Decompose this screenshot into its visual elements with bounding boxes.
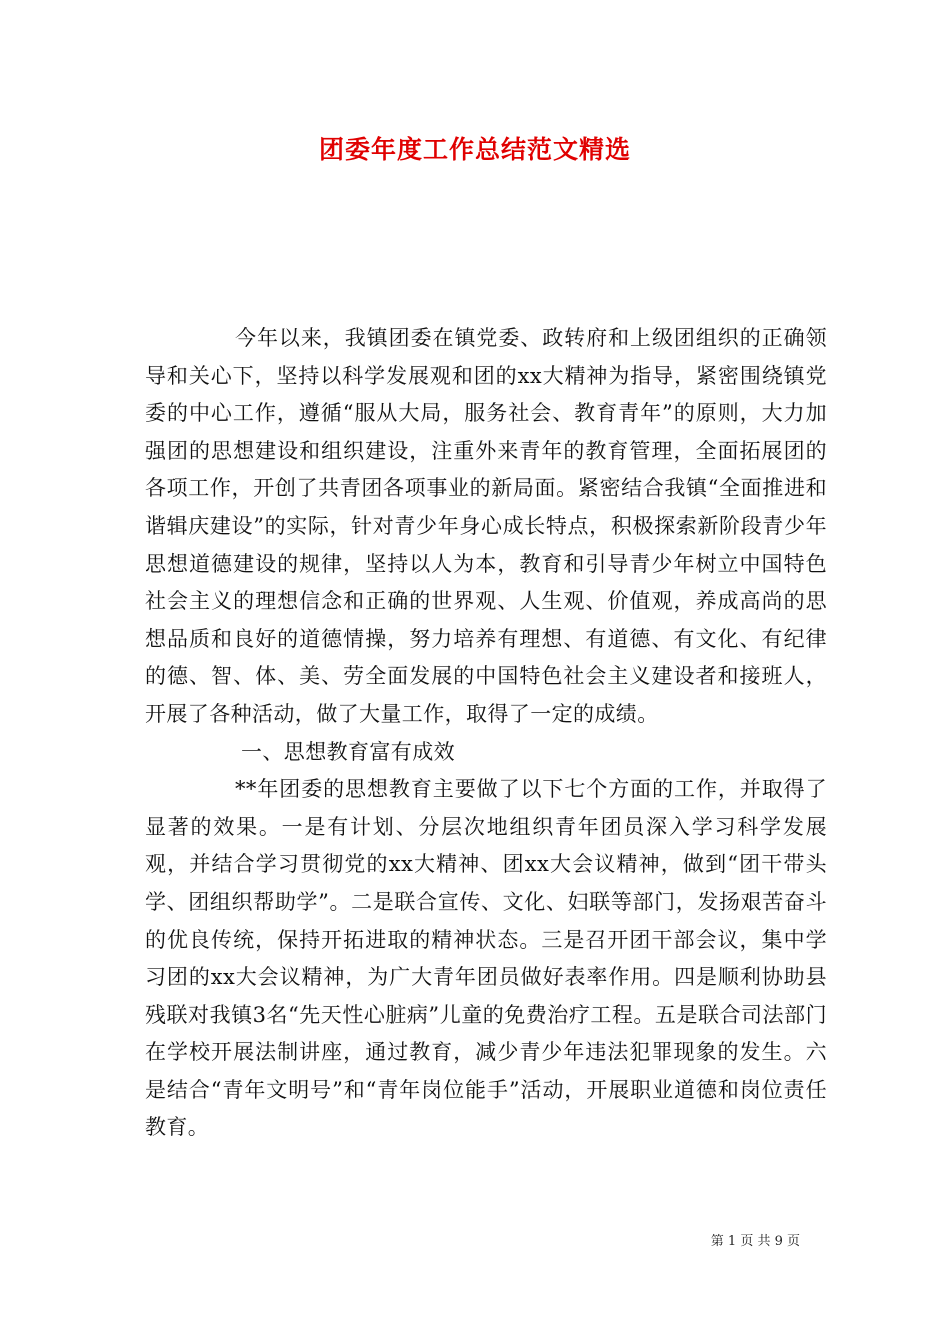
section-paragraph: **年团委的思想教育主要做了以下七个方面的工作，并取得了显著的效果。一是有计划、分层次地组织青年团员深入学习科学发展观，并结合学习贯彻党的xx大精神、团xx大会议精神，做到“团干带头学、团组织帮助学”。二是联合宣传、文化、妇联等部门，发扬艰苦奋斗的优良传统，保持开拓进取的精神状态。三是召开团干部会议，集中学习团的xx大会议精神，为广大青年团员做好表率作用。四是顺利协助县残联对我镇3名“先天性心脏病”儿童的免费治疗工程。五是联合司法部门在学校开展法制讲座，通过教育，减少青少年违法犯罪现象的发生。六是结合“青年文明号”和“青年岗位能手”活动，开展职业道德和岗位责任教育。 (145, 777, 827, 1140)
document-title: 团委年度工作总结范文精选 (318, 135, 631, 164)
intro-paragraph: 今年以来，我镇团委在镇党委、政转府和上级团组织的正确领导和关心下，坚持以科学发展观和团的xx大精神为指导，紧密围绕镇党委的中心工作，遵循“服从大局，服务社会、教育青年”的原则，大力加强团的思想建设和组织建设，注重外来青年的教育管理，全面拓展团的各项工作，开创了共青团各项事业的新局面。紧密结合我镇“全面推进和谐辑庆建设”的实际，针对青少年身心成长特点，积极探索新阶段青少年思想道德建设的规律，坚持以人为本，教育和引导青少年树立中国特色社会主义的理想信念和正确的世界观、人生观、价值观，养成高尚的思想品质和良好的道德情操，努力培养有理想、有道德、有文化、有纪律的德、智、体、美、劳全面发展的中国特色社会主义建设者和接班人，开展了各种活动，做了大量工作，取得了一定的成绩。 (145, 326, 827, 726)
page-number: 第 1 页 共 9 页 (710, 1234, 800, 1249)
document-body (145, 320, 827, 1147)
section-heading: 一、思想教育富有成效 (241, 739, 455, 764)
